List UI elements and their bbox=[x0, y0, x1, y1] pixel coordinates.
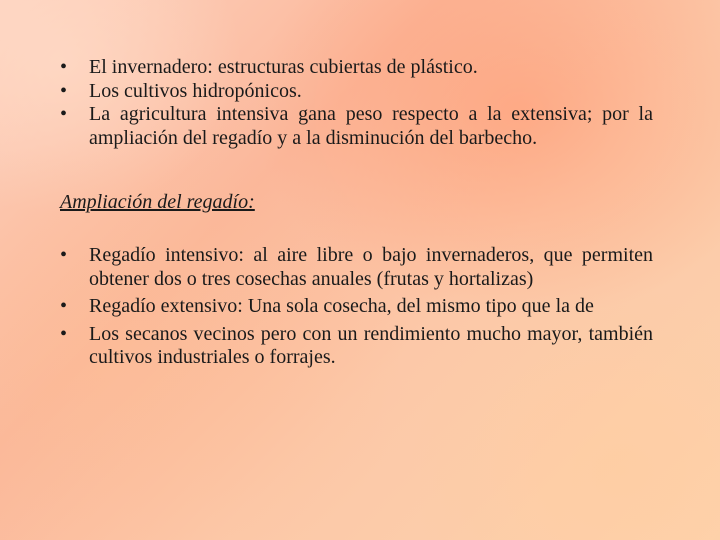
list-item bbox=[60, 244, 653, 291]
bullet: • bbox=[60, 322, 68, 345]
section-heading: Ampliación del regadío: bbox=[60, 191, 255, 213]
list-item-text: El invernadero: estructuras cubiertas de plástico. bbox=[89, 56, 478, 78]
bullet: • bbox=[60, 103, 68, 125]
intro-list bbox=[60, 56, 653, 150]
list-item-text: Regadío intensivo: al aire libre o bajo invernaderos, que permiten obtener dos o tres cosechas anuales (frutas y hortalizas) bbox=[89, 244, 653, 290]
irrigation-list bbox=[60, 244, 653, 370]
list-item-text: Los secanos vecinos pero con un rendimiento mucho mayor, también cultivos industriales o forrajes. bbox=[89, 322, 653, 368]
list-item-text: Regadío extensivo: Una sola cosecha, del mismo tipo que la de bbox=[89, 295, 594, 317]
list-item bbox=[60, 103, 653, 150]
bullet: • bbox=[60, 244, 68, 266]
bullet: • bbox=[60, 56, 68, 78]
bullet: • bbox=[60, 295, 68, 317]
bullet: • bbox=[60, 79, 68, 102]
list-item-text: La agricultura intensiva gana peso respecto a la extensiva; por la ampliación del regadío y a la disminución del barbecho. bbox=[89, 103, 653, 149]
list-item bbox=[60, 80, 653, 104]
list-item bbox=[60, 56, 653, 80]
list-item bbox=[60, 295, 653, 319]
list-item-text: Los cultivos hidropónicos. bbox=[89, 79, 302, 102]
list-item bbox=[60, 323, 653, 370]
slide-content bbox=[60, 56, 653, 374]
